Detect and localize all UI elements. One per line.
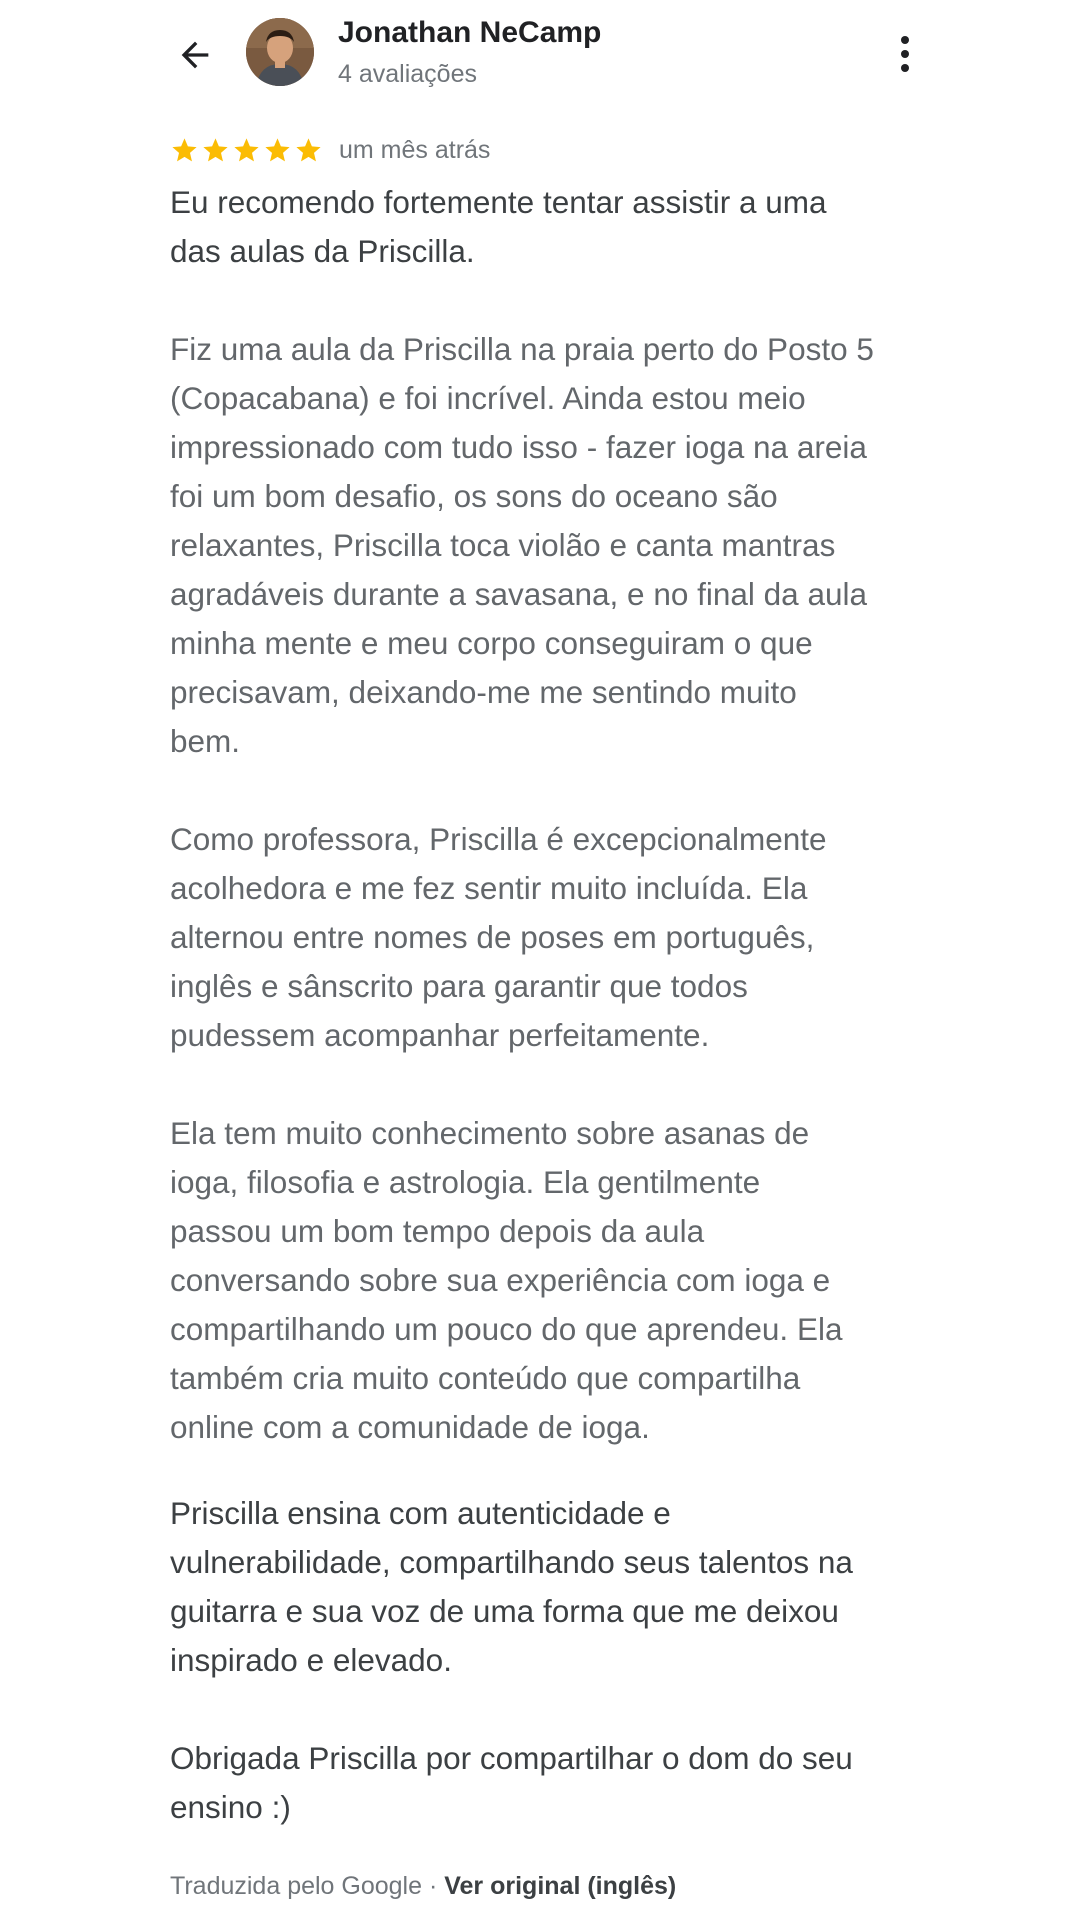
review-date: um mês atrás: [339, 135, 491, 164]
translated-by-label: Traduzida pelo Google: [170, 1872, 423, 1900]
avatar-photo: [246, 18, 314, 86]
review-paragraph-5: Priscilla ensina com autenticidade e vulnerabilidade, compartilhando seus talentos na guitarra e sua voz de uma forma que me deixou inspirado e elevado.: [170, 1495, 853, 1678]
back-button[interactable]: [162, 22, 228, 88]
review-paragraph-2: Fiz uma aula da Priscilla na praia perto do Posto 5 (Copacabana) e foi incrível. Ainda estou meio impressionado com tudo isso - fazer ioga na areia foi um bom desafio, os sons do oceano são relaxantes, Priscilla toca violão e canta mantras agradáveis durante a savasana, e no final da aula minha mente e meu corpo conseguiram o que precisavam, deixando-me me sentindo muito bem.: [170, 331, 874, 759]
review-paragraph-4: Ela tem muito conhecimento sobre asanas de ioga, filosofia e astrologia. Ela gentilmente passou um bom tempo depois da aula conversando sobre sua experiência com ioga e compartilhando um pouco do que aprendeu. Ela também cria muito conteúdo que compartilha online com a comunidade de ioga.: [170, 1115, 843, 1445]
star-icon: [170, 136, 199, 165]
separator: ·: [422, 1872, 445, 1900]
review-paragraph-6: Obrigada Priscilla por compartilhar o dom do seu ensino :): [170, 1740, 853, 1825]
translation-note: [170, 1872, 676, 1901]
star-icon: [232, 136, 261, 165]
arrow-left-icon: [175, 35, 215, 75]
more-options-button[interactable]: [880, 26, 930, 82]
view-original-link[interactable]: Ver original (inglês): [444, 1872, 677, 1900]
review-paragraph-1: Eu recomendo fortemente tentar assistir a uma das aulas da Priscilla.: [170, 184, 827, 269]
review-header: [0, 0, 1080, 110]
star-rating: [170, 136, 323, 165]
review-paragraph-3: Como professora, Priscilla é excepcionalmente acolhedora e me fez sentir muito incluída. Ela alternou entre nomes de poses em português, inglês e sânscrito para garantir que todos pudessem acompanhar perfeitamente.: [170, 821, 827, 1053]
rating-row: [170, 132, 490, 168]
review-text: [170, 178, 950, 1832]
reviewer-name[interactable]: Jonathan NeCamp: [338, 16, 602, 49]
avatar[interactable]: [246, 18, 314, 86]
more-vertical-icon: [899, 34, 911, 74]
review-count: 4 avaliações: [338, 60, 477, 88]
star-icon: [201, 136, 230, 165]
star-icon: [294, 136, 323, 165]
star-icon: [263, 136, 292, 165]
